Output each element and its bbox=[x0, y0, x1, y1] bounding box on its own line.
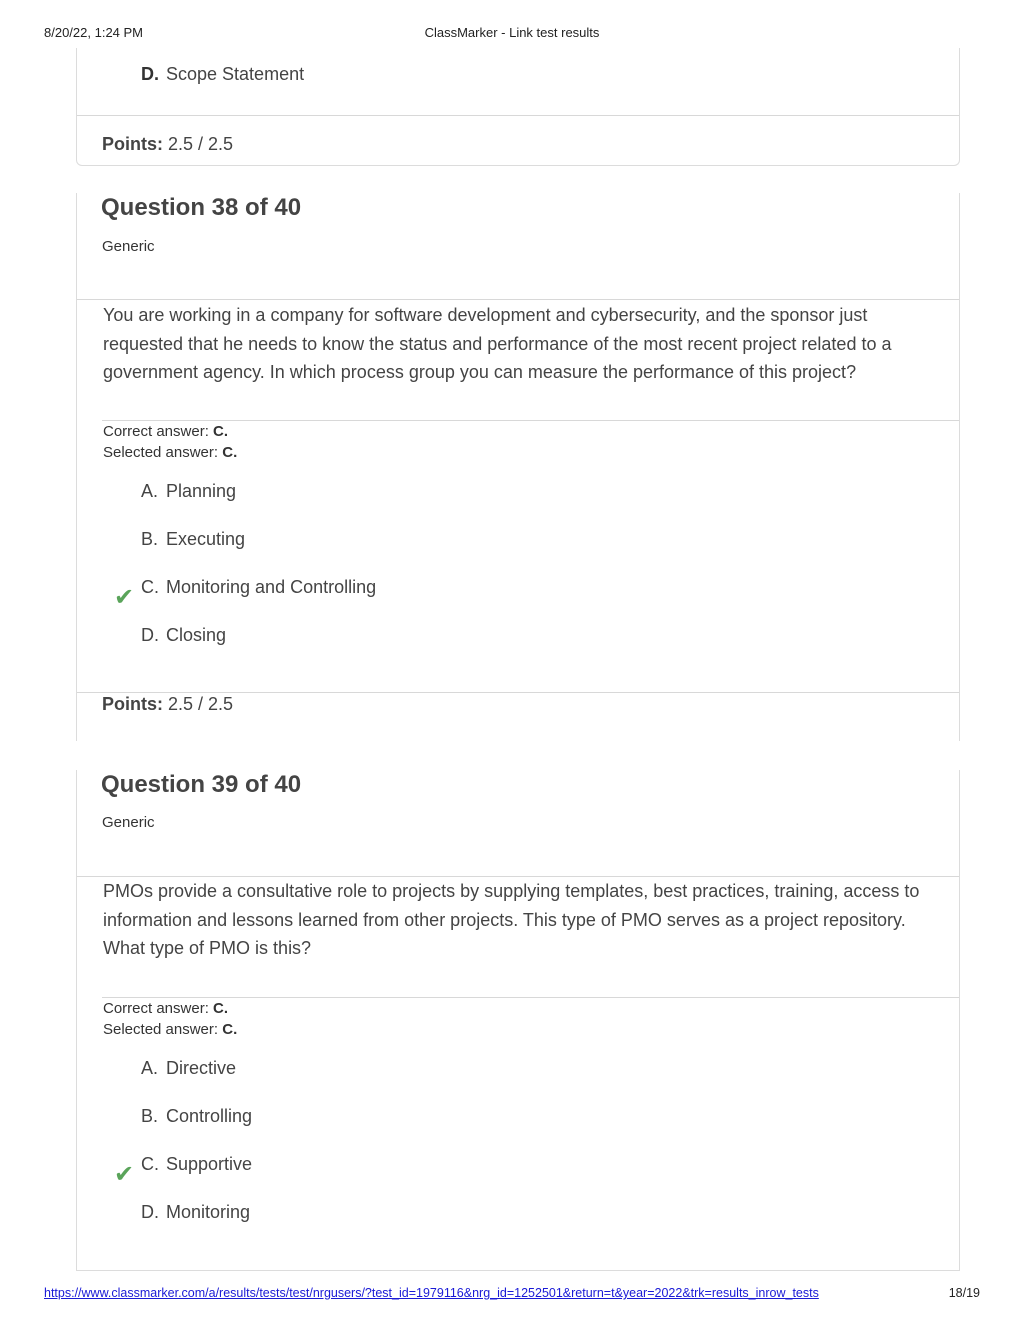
selected-answer-value: C. bbox=[222, 1021, 238, 1038]
question-card-38 bbox=[76, 193, 960, 741]
option-text: Monitoring and Controlling bbox=[166, 577, 377, 597]
divider bbox=[102, 420, 959, 421]
option-a bbox=[141, 1058, 236, 1079]
question-title: Question 39 of 40 bbox=[101, 771, 302, 798]
option-b bbox=[141, 1106, 252, 1127]
selected-answer bbox=[103, 1019, 237, 1040]
points-value: 2.5 / 2.5 bbox=[168, 694, 234, 714]
selected-answer-label: Selected answer: bbox=[103, 444, 219, 461]
footer-url-link[interactable]: https://www.classmarker.com/a/results/tests/test/nrgusers/?test_id=1979116&nrg_id=1252501&return=t&year=2022&trk=results_inrow_tests bbox=[44, 1286, 819, 1300]
correct-answer-label: Correct answer: bbox=[103, 1000, 209, 1017]
option-text: Planning bbox=[166, 481, 237, 501]
question-title: Question 38 of 40 bbox=[101, 194, 302, 221]
correct-answer-label: Correct answer: bbox=[103, 423, 209, 440]
option-letter: A. bbox=[141, 481, 159, 501]
selected-answer bbox=[103, 442, 237, 463]
option-text: Executing bbox=[166, 529, 246, 549]
option-letter: B. bbox=[141, 1106, 159, 1126]
option-letter: D. bbox=[141, 625, 159, 645]
option-letter: A. bbox=[141, 1058, 159, 1078]
option-d bbox=[141, 1202, 250, 1223]
points-value: 2.5 / 2.5 bbox=[168, 134, 234, 154]
option-letter: C. bbox=[141, 577, 159, 597]
option-letter: B. bbox=[141, 529, 159, 549]
divider bbox=[77, 115, 959, 116]
question-type: Generic bbox=[102, 238, 155, 255]
option-d bbox=[141, 625, 226, 646]
points-row bbox=[102, 134, 233, 155]
points-label: Points: bbox=[102, 134, 163, 154]
option-text: Supportive bbox=[166, 1154, 253, 1174]
selected-answer-label: Selected answer: bbox=[103, 1021, 219, 1038]
question-text: PMOs provide a consultative role to projects by supplying templates, best practices, training, access to information and lessons learned from other projects. This type of PMO serves as a project repository. What type of PMO is this? bbox=[103, 881, 920, 958]
divider bbox=[102, 997, 959, 998]
option-text: Scope Statement bbox=[166, 64, 305, 84]
points-label: Points: bbox=[102, 694, 163, 714]
checkmark-icon: ✔ bbox=[114, 1161, 135, 1188]
option-letter: C. bbox=[141, 1154, 159, 1174]
option-text: Closing bbox=[166, 625, 227, 645]
correct-answer bbox=[103, 998, 228, 1019]
previous-question-card bbox=[76, 48, 960, 166]
option-c bbox=[141, 577, 376, 598]
question-card-39 bbox=[76, 770, 960, 1271]
question-text: You are working in a company for software development and cybersecurity, and the sponsor just requested that he needs to know the status and performance of the most recent project related to a government agency. In which process group you can measure the performance of this project? bbox=[103, 305, 892, 382]
option-text: Monitoring bbox=[166, 1202, 251, 1222]
option-c bbox=[141, 1154, 252, 1175]
question-type: Generic bbox=[102, 814, 155, 831]
points-row bbox=[102, 694, 233, 715]
option-d bbox=[141, 64, 304, 85]
selected-answer-value: C. bbox=[222, 444, 238, 461]
divider bbox=[77, 299, 959, 300]
option-letter: D. bbox=[141, 1202, 159, 1222]
correct-answer-value: C. bbox=[213, 1000, 229, 1017]
correct-answer-value: C. bbox=[213, 423, 229, 440]
option-text: Directive bbox=[166, 1058, 237, 1078]
print-date: 8/20/22, 1:24 PM bbox=[44, 25, 144, 40]
option-text: Controlling bbox=[166, 1106, 253, 1126]
print-page-title: ClassMarker - Link test results bbox=[424, 25, 600, 40]
option-letter: D. bbox=[141, 64, 159, 84]
option-a bbox=[141, 481, 236, 502]
page-number: 18/19 bbox=[948, 1286, 980, 1300]
checkmark-icon: ✔ bbox=[114, 584, 135, 611]
correct-answer bbox=[103, 421, 228, 442]
option-b bbox=[141, 529, 245, 550]
divider bbox=[77, 692, 959, 693]
